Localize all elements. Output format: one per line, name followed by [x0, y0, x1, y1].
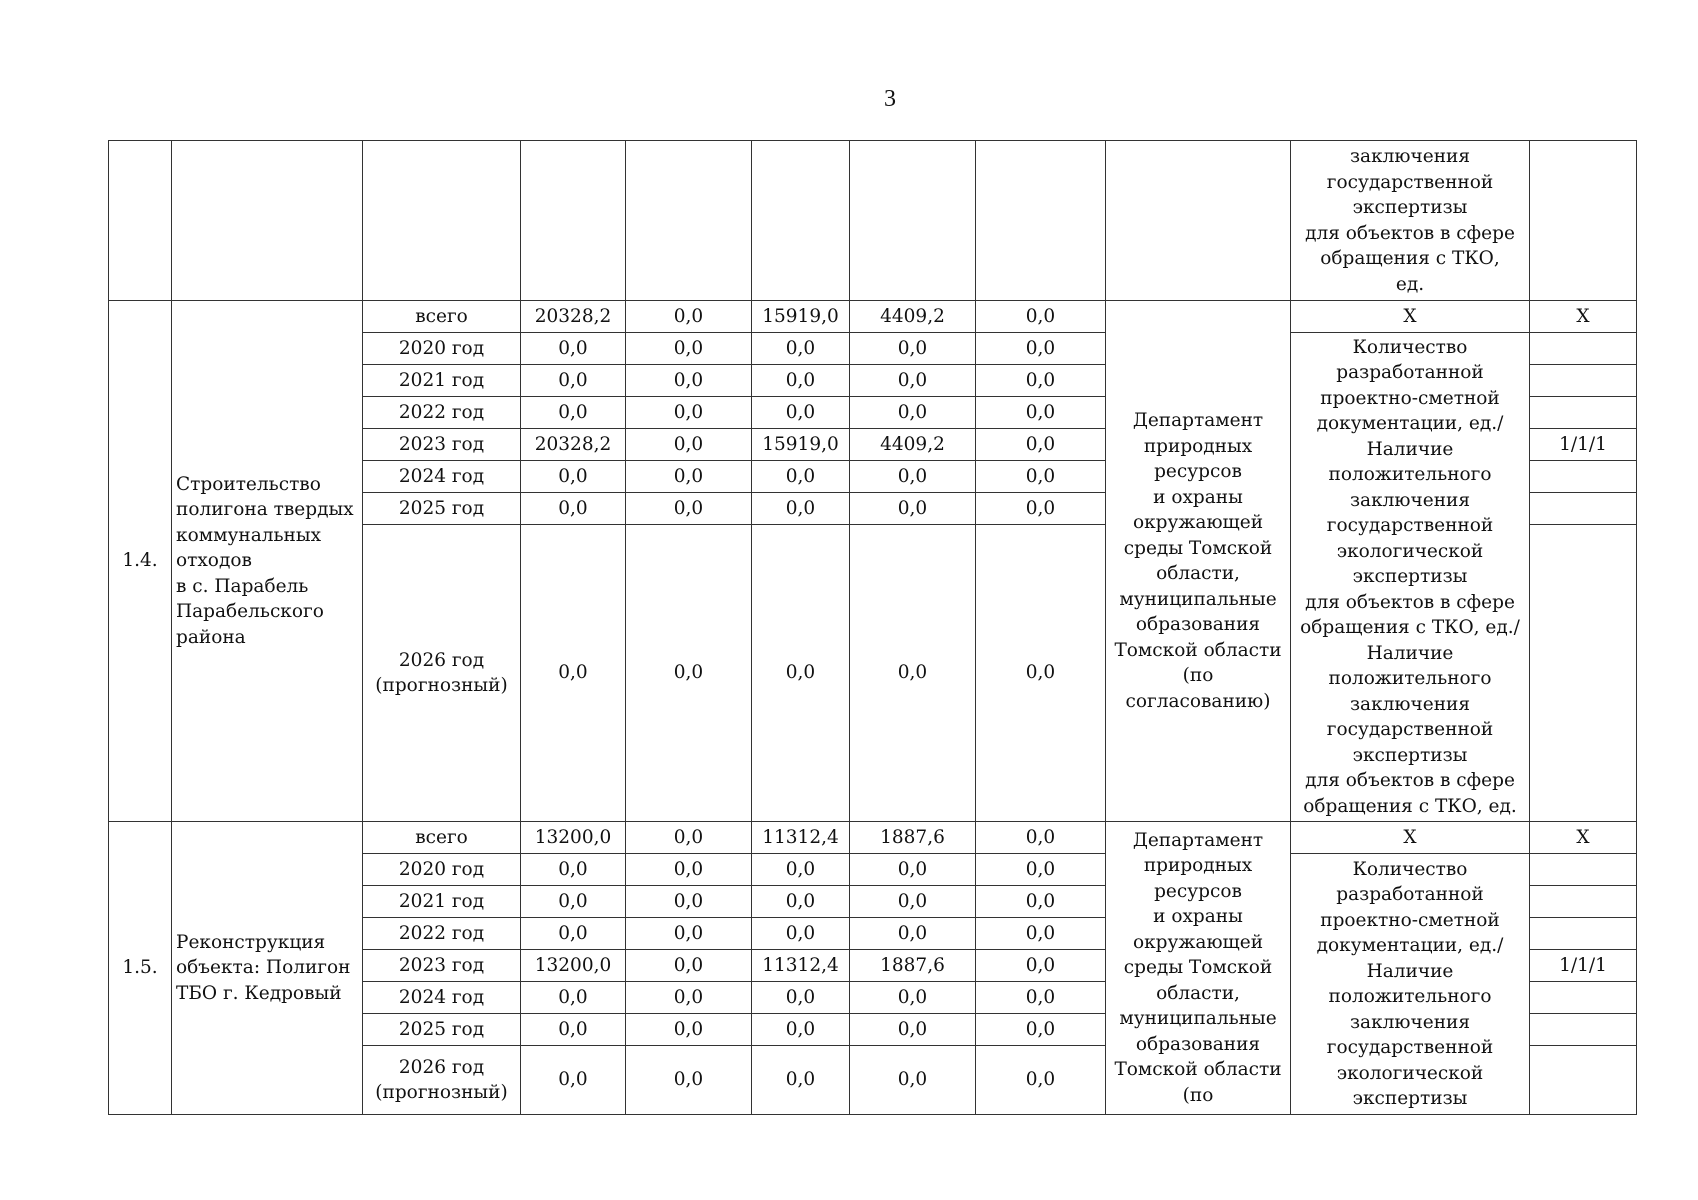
value-cell: 0,0 [521, 461, 626, 493]
value-cell: 0,0 [752, 1014, 850, 1046]
indicator-plan-value: 1/1/1 [1530, 950, 1637, 982]
year-label: 2021 год [363, 886, 521, 918]
value-cell: 0,0 [626, 1046, 752, 1115]
value-cell: 4409,2 [850, 301, 976, 333]
value-cell: 0,0 [626, 397, 752, 429]
value-cell: 0,0 [521, 493, 626, 525]
indicator-plan-value [1530, 1046, 1637, 1115]
year-label: 2026 год (прогнозный) [363, 1046, 521, 1115]
year-label: 2025 год [363, 493, 521, 525]
value-cell: 0,0 [521, 525, 626, 822]
value-cell: 0,0 [976, 950, 1106, 982]
empty-cell [850, 141, 976, 301]
value-total: Х [1530, 301, 1637, 333]
year-label: 2024 год [363, 461, 521, 493]
empty-cell [363, 141, 521, 301]
value-cell: 0,0 [626, 982, 752, 1014]
value-cell: 0,0 [850, 493, 976, 525]
year-label: 2023 год [363, 429, 521, 461]
value-cell: 0,0 [976, 365, 1106, 397]
year-label: 2022 год [363, 918, 521, 950]
value-total: Х [1530, 822, 1637, 854]
value-cell: 0,0 [976, 525, 1106, 822]
value-cell: 0,0 [752, 854, 850, 886]
value-cell: 0,0 [626, 301, 752, 333]
value-cell: 0,0 [976, 918, 1106, 950]
value-cell: 0,0 [626, 886, 752, 918]
value-cell: 0,0 [626, 854, 752, 886]
value-cell: 13200,0 [521, 950, 626, 982]
empty-cell [172, 141, 363, 301]
value-cell: 1887,6 [850, 950, 976, 982]
value-cell: 0,0 [626, 950, 752, 982]
value-cell: 0,0 [626, 1014, 752, 1046]
year-label: 2025 год [363, 1014, 521, 1046]
value-cell: 0,0 [626, 493, 752, 525]
indicator-name: Количество разработанной проектно-сметной документации, ед./ Наличие положительного заключения государственной экологической экспертизы [1291, 854, 1530, 1115]
indicator-plan-value [1530, 854, 1637, 886]
value-cell: 0,0 [752, 397, 850, 429]
value-cell: 0,0 [521, 982, 626, 1014]
value-cell: 20328,2 [521, 429, 626, 461]
empty-cell [752, 141, 850, 301]
value-cell: 0,0 [626, 333, 752, 365]
value-cell: 11312,4 [752, 822, 850, 854]
value-cell: 0,0 [850, 982, 976, 1014]
value-cell: 0,0 [850, 1014, 976, 1046]
year-label: всего [363, 822, 521, 854]
executor: Департамент природных ресурсов и охраны окружающей среды Томской области, муниципальные образования Томской области (по [1106, 822, 1291, 1115]
table-row [109, 301, 1637, 333]
value-cell: 0,0 [626, 461, 752, 493]
value-cell: 0,0 [850, 397, 976, 429]
value-cell: 15919,0 [752, 301, 850, 333]
indicator-plan-value: 1/1/1 [1530, 429, 1637, 461]
value-cell: 0,0 [976, 301, 1106, 333]
year-label: 2024 год [363, 982, 521, 1014]
value-cell: 0,0 [850, 918, 976, 950]
value-cell: 0,0 [521, 1046, 626, 1115]
continuation-row [109, 141, 1637, 301]
value-cell: 0,0 [521, 397, 626, 429]
program-table [108, 140, 1637, 1115]
value-cell: 0,0 [521, 886, 626, 918]
year-label: 2023 год [363, 950, 521, 982]
indicator-plan-value [1530, 397, 1637, 429]
value-cell: 0,0 [752, 918, 850, 950]
indicator-name: Количество разработанной проектно-сметной документации, ед./ Наличие положительного заключения государственной экологической экспертизы для объектов в сфере обращения с ТКО, ед./ Наличие положительного заключения государственной экспертизы для объектов в сфере обращения с ТКО, ед. [1291, 333, 1530, 822]
value-cell: 0,0 [976, 854, 1106, 886]
value-cell: 1887,6 [850, 822, 976, 854]
value-cell: 0,0 [850, 1046, 976, 1115]
value-cell: 0,0 [752, 333, 850, 365]
table-row [109, 822, 1637, 854]
empty-cell [1106, 141, 1291, 301]
indicator-plan-value [1530, 1014, 1637, 1046]
empty-cell [521, 141, 626, 301]
indicator-total: Х [1291, 301, 1530, 333]
item-name: Строительство полигона твердых коммунальных отходов в с. Парабель Парабельского района [172, 301, 363, 822]
indicator-continuation: заключения государственной экспертизы для объектов в сфере обращения с ТКО, ед. [1291, 141, 1530, 301]
value-cell: 0,0 [976, 1046, 1106, 1115]
indicator-plan-value [1530, 886, 1637, 918]
item-name: Реконструкция объекта: Полигон ТБО г. Кедровый [172, 822, 363, 1115]
executor: Департамент природных ресурсов и охраны окружающей среды Томской области, муниципальные образования Томской области (по согласованию) [1106, 301, 1291, 822]
value-cell: 0,0 [850, 365, 976, 397]
indicator-plan-value [1530, 461, 1637, 493]
year-label: 2022 год [363, 397, 521, 429]
value-cell: 0,0 [626, 918, 752, 950]
value-cell: 0,0 [976, 1014, 1106, 1046]
page-number: 3 [884, 86, 896, 112]
value-cell: 0,0 [976, 429, 1106, 461]
value-cell: 0,0 [976, 886, 1106, 918]
year-label: 2020 год [363, 333, 521, 365]
value-cell: 0,0 [752, 493, 850, 525]
indicator-plan-value [1530, 918, 1637, 950]
indicator-plan-value [1530, 365, 1637, 397]
value-cell: 0,0 [626, 365, 752, 397]
indicator-plan-value [1530, 982, 1637, 1014]
value-cell: 0,0 [521, 365, 626, 397]
value-cell: 13200,0 [521, 822, 626, 854]
year-label: всего [363, 301, 521, 333]
indicator-plan-value [1530, 333, 1637, 365]
empty-cell [109, 141, 172, 301]
value-cell: 0,0 [752, 886, 850, 918]
value-cell: 0,0 [752, 525, 850, 822]
value-cell: 0,0 [626, 822, 752, 854]
value-cell: 0,0 [752, 982, 850, 1014]
year-label: 2026 год (прогнозный) [363, 525, 521, 822]
indicator-plan-value [1530, 525, 1637, 822]
value-cell: 0,0 [976, 333, 1106, 365]
value-cell: 0,0 [521, 333, 626, 365]
indicator-plan-value [1530, 493, 1637, 525]
value-cell: 0,0 [521, 1014, 626, 1046]
empty-cell [626, 141, 752, 301]
value-cell: 20328,2 [521, 301, 626, 333]
value-cell: 0,0 [850, 886, 976, 918]
value-cell: 0,0 [521, 854, 626, 886]
value-cell: 0,0 [976, 822, 1106, 854]
year-label: 2021 год [363, 365, 521, 397]
value-cell: 0,0 [976, 982, 1106, 1014]
value-cell: 11312,4 [752, 950, 850, 982]
value-cell: 0,0 [626, 525, 752, 822]
item-number: 1.5. [109, 822, 172, 1115]
value-cell: 0,0 [850, 525, 976, 822]
value-cell: 0,0 [521, 918, 626, 950]
value-cell: 0,0 [626, 429, 752, 461]
value-cell: 0,0 [976, 461, 1106, 493]
value-cell: 15919,0 [752, 429, 850, 461]
year-label: 2020 год [363, 854, 521, 886]
item-number: 1.4. [109, 301, 172, 822]
empty-cell [976, 141, 1106, 301]
value-cell: 0,0 [752, 1046, 850, 1115]
value-cell: 0,0 [850, 461, 976, 493]
value-cell: 0,0 [752, 365, 850, 397]
value-cell: 0,0 [850, 333, 976, 365]
indicator-total: Х [1291, 822, 1530, 854]
empty-cell [1530, 141, 1637, 301]
value-cell: 0,0 [976, 397, 1106, 429]
value-cell: 0,0 [850, 854, 976, 886]
value-cell: 4409,2 [850, 429, 976, 461]
value-cell: 0,0 [976, 493, 1106, 525]
value-cell: 0,0 [752, 461, 850, 493]
